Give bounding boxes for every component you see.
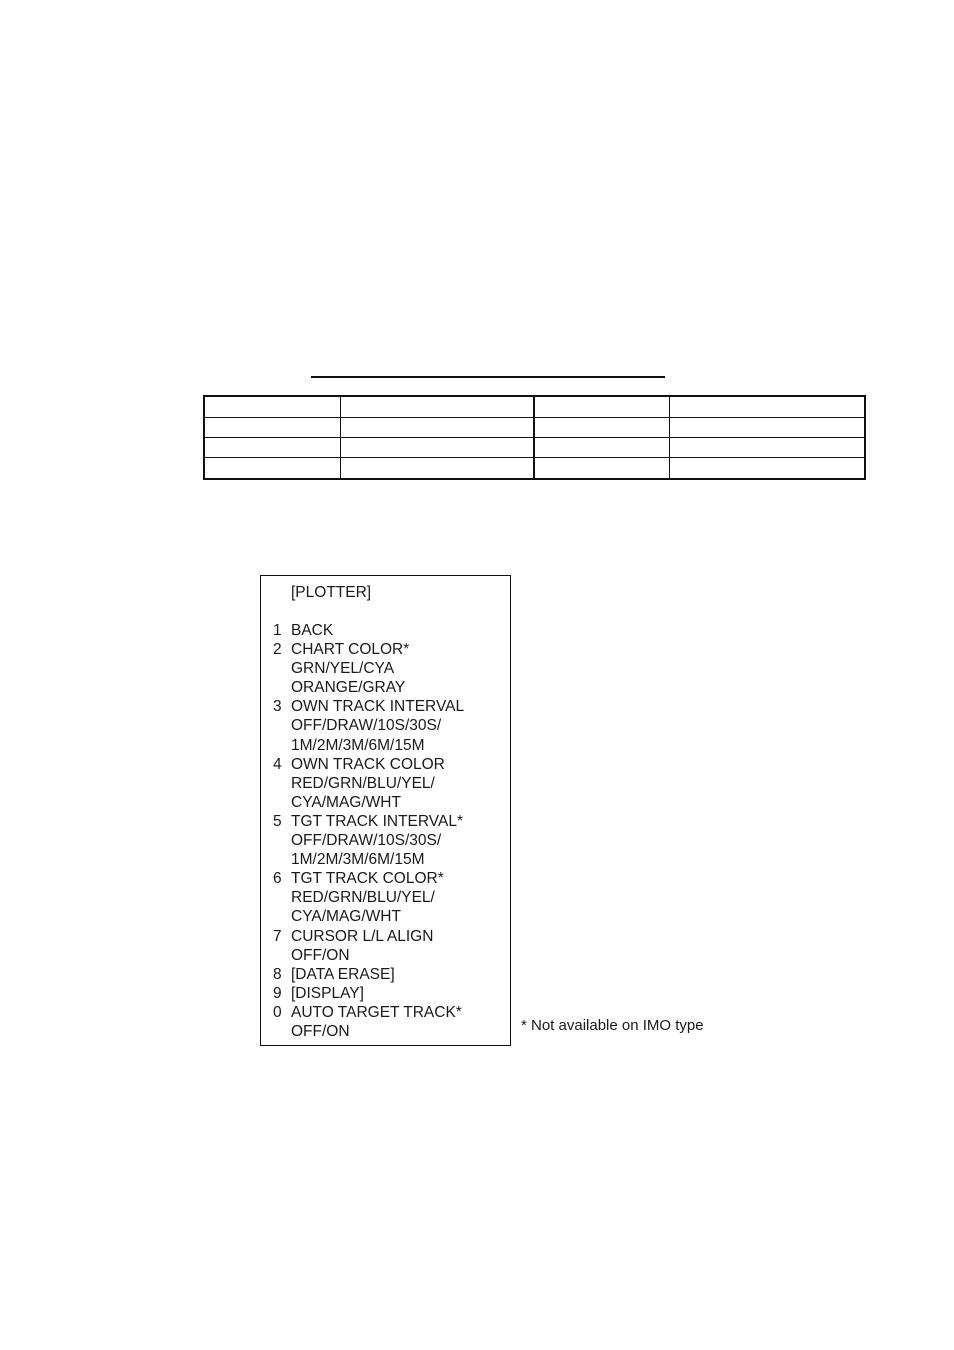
table-cell xyxy=(204,417,340,437)
menu-item[interactable] xyxy=(261,640,464,697)
table-row xyxy=(204,458,865,479)
table-cell xyxy=(204,396,340,417)
menu-item-number: 1 xyxy=(273,622,282,639)
menu-item-number: 0 xyxy=(273,1003,282,1021)
menu-item-options: CYA/MAG/WHT xyxy=(291,793,401,811)
menu-item-label: OWN TRACK INTERVAL xyxy=(291,698,465,716)
menu-item-number: 3 xyxy=(273,698,282,716)
table-cell xyxy=(534,417,669,437)
menu-item-body xyxy=(291,640,409,697)
menu-item-body xyxy=(291,927,433,965)
menu-item-options: OFF/DRAW/10S/30S/ xyxy=(291,717,442,735)
menu-item[interactable] xyxy=(261,927,464,965)
table-cell xyxy=(204,458,340,479)
table-row xyxy=(204,396,865,417)
menu-item-number: 7 xyxy=(273,927,282,945)
menu-item-body xyxy=(291,1003,462,1041)
plotter-menu xyxy=(260,575,511,1046)
menu-item-label: BACK xyxy=(291,622,334,639)
menu-item-body xyxy=(291,984,364,1003)
menu-item-options: CYA/MAG/WHT xyxy=(291,908,401,926)
menu-list xyxy=(261,621,464,1041)
table-cell xyxy=(534,396,669,417)
menu-item-body xyxy=(291,812,463,869)
title-underline xyxy=(311,376,665,378)
menu-item-number: 8 xyxy=(273,965,282,983)
menu-item[interactable] xyxy=(261,965,464,984)
menu-item-body xyxy=(291,965,395,984)
menu-item-number: 9 xyxy=(273,984,282,1002)
menu-item-number: 5 xyxy=(273,812,282,830)
table-cell xyxy=(669,458,865,479)
menu-item-options: OFF/ON xyxy=(291,1022,350,1040)
menu-item[interactable] xyxy=(261,621,464,640)
table-cell xyxy=(340,437,534,457)
menu-item-label: CURSOR L/L ALIGN xyxy=(291,927,434,945)
menu-item-body xyxy=(291,755,445,812)
footnote: * Not available on IMO type xyxy=(521,1017,704,1034)
menu-item[interactable] xyxy=(261,697,464,754)
table-cell xyxy=(340,417,534,437)
menu-item-options: OFF/DRAW/10S/30S/ xyxy=(291,832,442,850)
table-row xyxy=(204,417,865,437)
menu-item-body xyxy=(291,697,464,754)
table-cell xyxy=(669,437,865,457)
menu-item[interactable] xyxy=(261,812,464,869)
table-cell xyxy=(340,396,534,417)
table-cell xyxy=(534,458,669,479)
menu-item[interactable] xyxy=(261,1003,464,1041)
menu-item-body xyxy=(291,869,444,926)
table-row xyxy=(204,437,865,457)
menu-item-label: CHART COLOR* xyxy=(291,641,410,659)
menu-item-options: ORANGE/GRAY xyxy=(291,679,406,697)
menu-item-number: 6 xyxy=(273,870,282,888)
menu-item-label: AUTO TARGET TRACK* xyxy=(291,1003,462,1021)
table-cell xyxy=(340,458,534,479)
table-cell xyxy=(534,437,669,457)
menu-item-label: TGT TRACK INTERVAL* xyxy=(291,812,463,830)
table-cell xyxy=(669,396,865,417)
menu-item-body xyxy=(291,621,333,640)
menu-item-options: 1M/2M/3M/6M/15M xyxy=(291,736,425,754)
menu-title: [PLOTTER] xyxy=(291,584,372,601)
table-cell xyxy=(204,437,340,457)
menu-item-options: OFF/ON xyxy=(291,946,350,964)
menu-item-options: RED/GRN/BLU/YEL/ xyxy=(291,889,435,907)
menu-item[interactable] xyxy=(261,984,464,1003)
menu-item-label: OWN TRACK COLOR xyxy=(291,755,445,773)
menu-item-label: TGT TRACK COLOR* xyxy=(291,870,444,888)
blank-table xyxy=(203,395,866,480)
menu-item-number: 2 xyxy=(273,641,282,659)
menu-item-options: GRN/YEL/CYA xyxy=(291,660,395,678)
menu-item[interactable] xyxy=(261,755,464,812)
menu-item-options: 1M/2M/3M/6M/15M xyxy=(291,851,425,869)
menu-item-number: 4 xyxy=(273,755,282,773)
menu-item[interactable] xyxy=(261,869,464,926)
menu-item-options: RED/GRN/BLU/YEL/ xyxy=(291,774,435,792)
table-cell xyxy=(669,417,865,437)
menu-item-label: [DATA ERASE] xyxy=(291,965,395,983)
menu-item-label: [DISPLAY] xyxy=(291,984,364,1002)
